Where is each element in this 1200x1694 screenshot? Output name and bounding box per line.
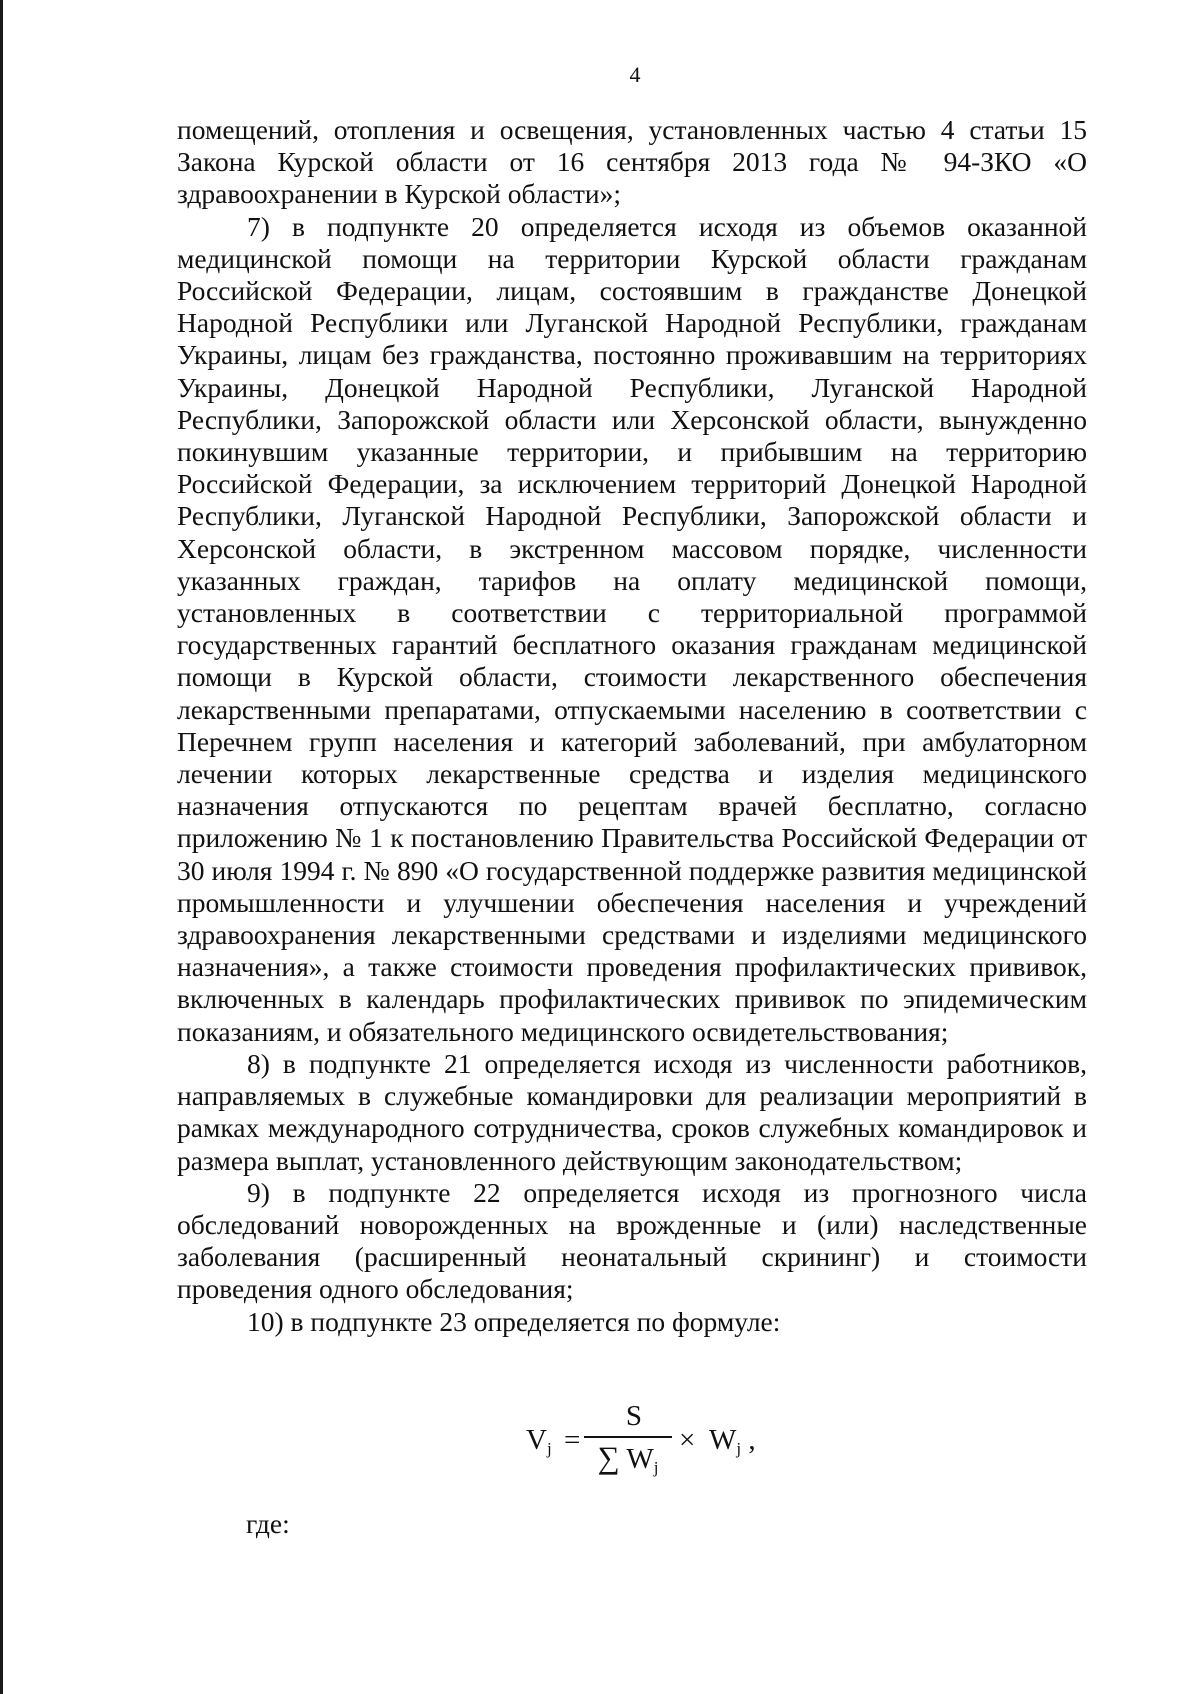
formula-fraction-bar [584,1436,672,1438]
paragraph-continuation: помещений, отопления и освещения, установленных частью 4 статьи 15 Закона Курской области от 16 сентября 2013 года № 94-ЗКО «О здравоохранении в Курской области»; [177,114,1087,210]
paragraph-item-9: 9) в подпункте 22 определяется исходя из прогнозного числа обследований новорожденных на врожденные и (или) наследственные заболевания (расширенный неонатальный скрининг) и стоимости проведения одного обследования; [177,1176,1087,1305]
formula-lhs: $V_j$ [526,1424,552,1458]
page-number: 4 [629,62,641,87]
page-left-edge [0,0,3,1694]
formula-rhs: $W_j$ , [709,1424,756,1458]
formula-equals: = [564,1424,581,1456]
formula-times: × [679,1424,696,1456]
paragraph-item-10: 10) в подпункте 23 определяется по формуле: [247,1305,781,1337]
formula-denominator: ∑ $W_j$ [597,1440,659,1477]
document-body [177,114,1087,1338]
where-label: где: [246,1508,290,1539]
paragraph-item-8: 8) в подпункте 21 определяется исходя из численности работников, направляемых в служебные командировки для реализации мероприятий в рамках международного сотрудничества, сроков служебных командировок и размера выплат, установленного действующим законодательством; [177,1047,1087,1176]
formula [526,1400,766,1490]
formula-numerator: S [625,1400,643,1432]
paragraph-item-7: 7) в подпункте 20 определяется исходя из объемов оказанной медицинской помощи на территории Курской области гражданам Российской Федерации, лицам, состоявшим в гражданстве Донецкой Народной Республики или Луганской Народной Республики, гражданам Украины, лицам без гражданства, постоянно проживавшим на территориях Украины, Донецкой Народной Республики, Луганской Народной Республики, Запорожской области или Херсонской области, вынужденно покинувшим указанные территории, и прибывшим на территорию Российской Федерации, за исключением территорий Донецкой Народной Республики, Луганской Народной Республики, Запорожской области и Херсонской области, в экстренном массовом порядке, численности указанных граждан, тарифов на оплату медицинской помощи, установленных в соответствии с территориальной программой государственных гарантий бесплатного оказания гражданам медицинской помощи в Курской области, стоимости лекарственного обеспечения лекарственными препаратами, отпускаемыми населению в соответствии с Перечнем групп населения и категорий заболеваний, при амбулаторном лечении которых лекарственные средства и изделия медицинского назначения отпускаются по рецептам врачей бесплатно, согласно приложению № 1 к постановлению Правительства Российской Федерации от 30 июля 1994 г. № 890 «О государственной поддержке развития медицинской промышленности и улучшении обеспечения населения и учреждений здравоохранения лекарственными средствами и изделиями медицинского назначения», а также стоимости проведения профилактических прививок, включенных в календарь профилактических прививок по эпидемическим показаниям, и обязательного медицинского освидетельствования; [177,210,1087,1047]
